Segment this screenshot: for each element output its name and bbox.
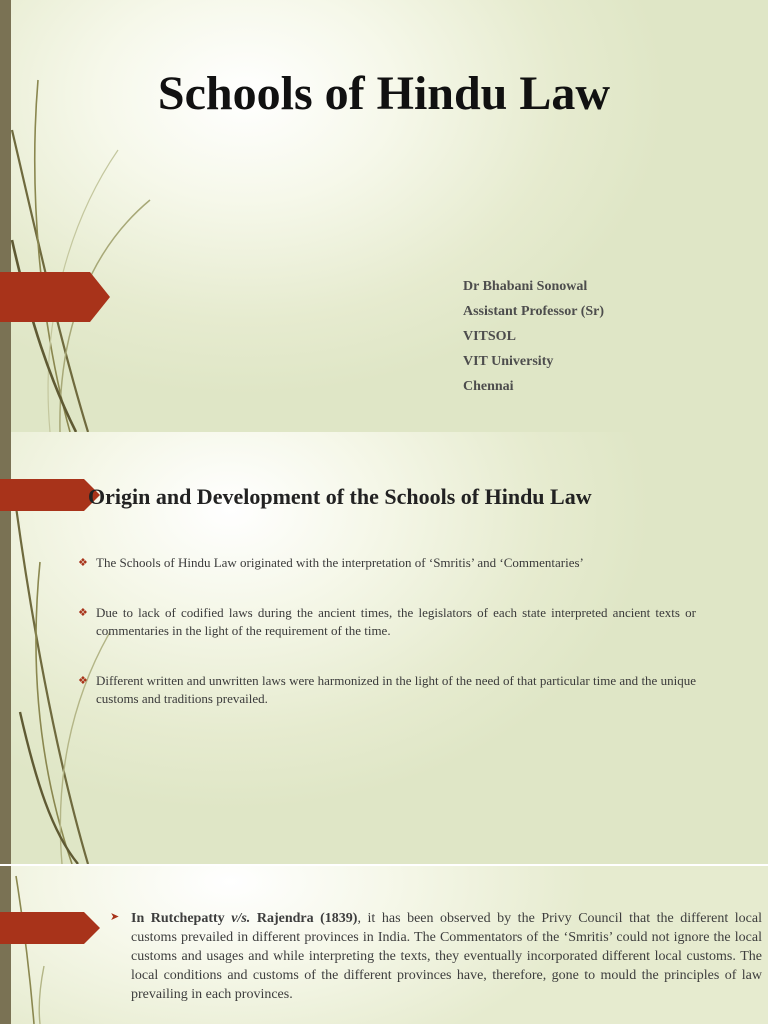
case-versus: v/s. [231,911,251,926]
case-text: , it has been observed by the Privy Council that the different local customs prevailed in different provinces in India. The Commentators of the ‘Smritis’ could not ignore the local customs and usages and while interpreting the texts, they eventually incorporated different local customs. The local conditions and customs of the different provinces have, therefore, gone to mould the principles of law prevailing in each provinces. [131,911,762,1002]
case-paragraph [131,909,762,1004]
case-name-part2: Rajendra (1839) [250,911,358,926]
accent-arrow-tab [0,272,110,322]
bullet-text: The Schools of Hindu Law originated with the interpretation of ‘Smritis’ and ‘Commentaries’ [96,555,584,570]
slide-edge-bar [0,866,11,1024]
arrow-bullet-icon: ➤ [110,911,120,923]
diamond-bullet-icon: ❖ [78,675,88,687]
decorative-swoosh [0,866,120,1024]
slide-title: Origin and Development of the Schools of Hindu Law [88,484,592,509]
accent-arrow-tab [0,479,100,511]
bullet-text: Different written and unwritten laws were harmonized in the light of the need of that particular time and the unique customs and traditions prevailed. [96,673,696,706]
author-school: VITSOL [463,329,516,344]
slide-edge-bar [0,0,11,432]
author-university: VIT University [463,354,554,369]
case-slide [0,866,768,1024]
accent-arrow-tab [0,912,100,944]
bullet-text: Due to lack of codified laws during the ancient times, the legislators of each state interpreted ancient texts or commentaries in the light of the requirement of the time. [96,605,696,638]
decorative-swoosh [0,0,200,432]
author-designation: Assistant Professor (Sr) [463,304,605,319]
author-city: Chennai [463,379,514,394]
slide-title: Schools of Hindu Law [157,67,611,120]
author-block [463,277,604,402]
diamond-bullet-icon: ❖ [78,607,88,619]
title-slide [0,0,768,432]
diamond-bullet-icon: ❖ [78,557,88,569]
case-name-part1: In Rutchepatty [131,911,232,926]
origin-slide [0,432,768,864]
author-name: Dr Bhabani Sonowal [463,279,588,294]
